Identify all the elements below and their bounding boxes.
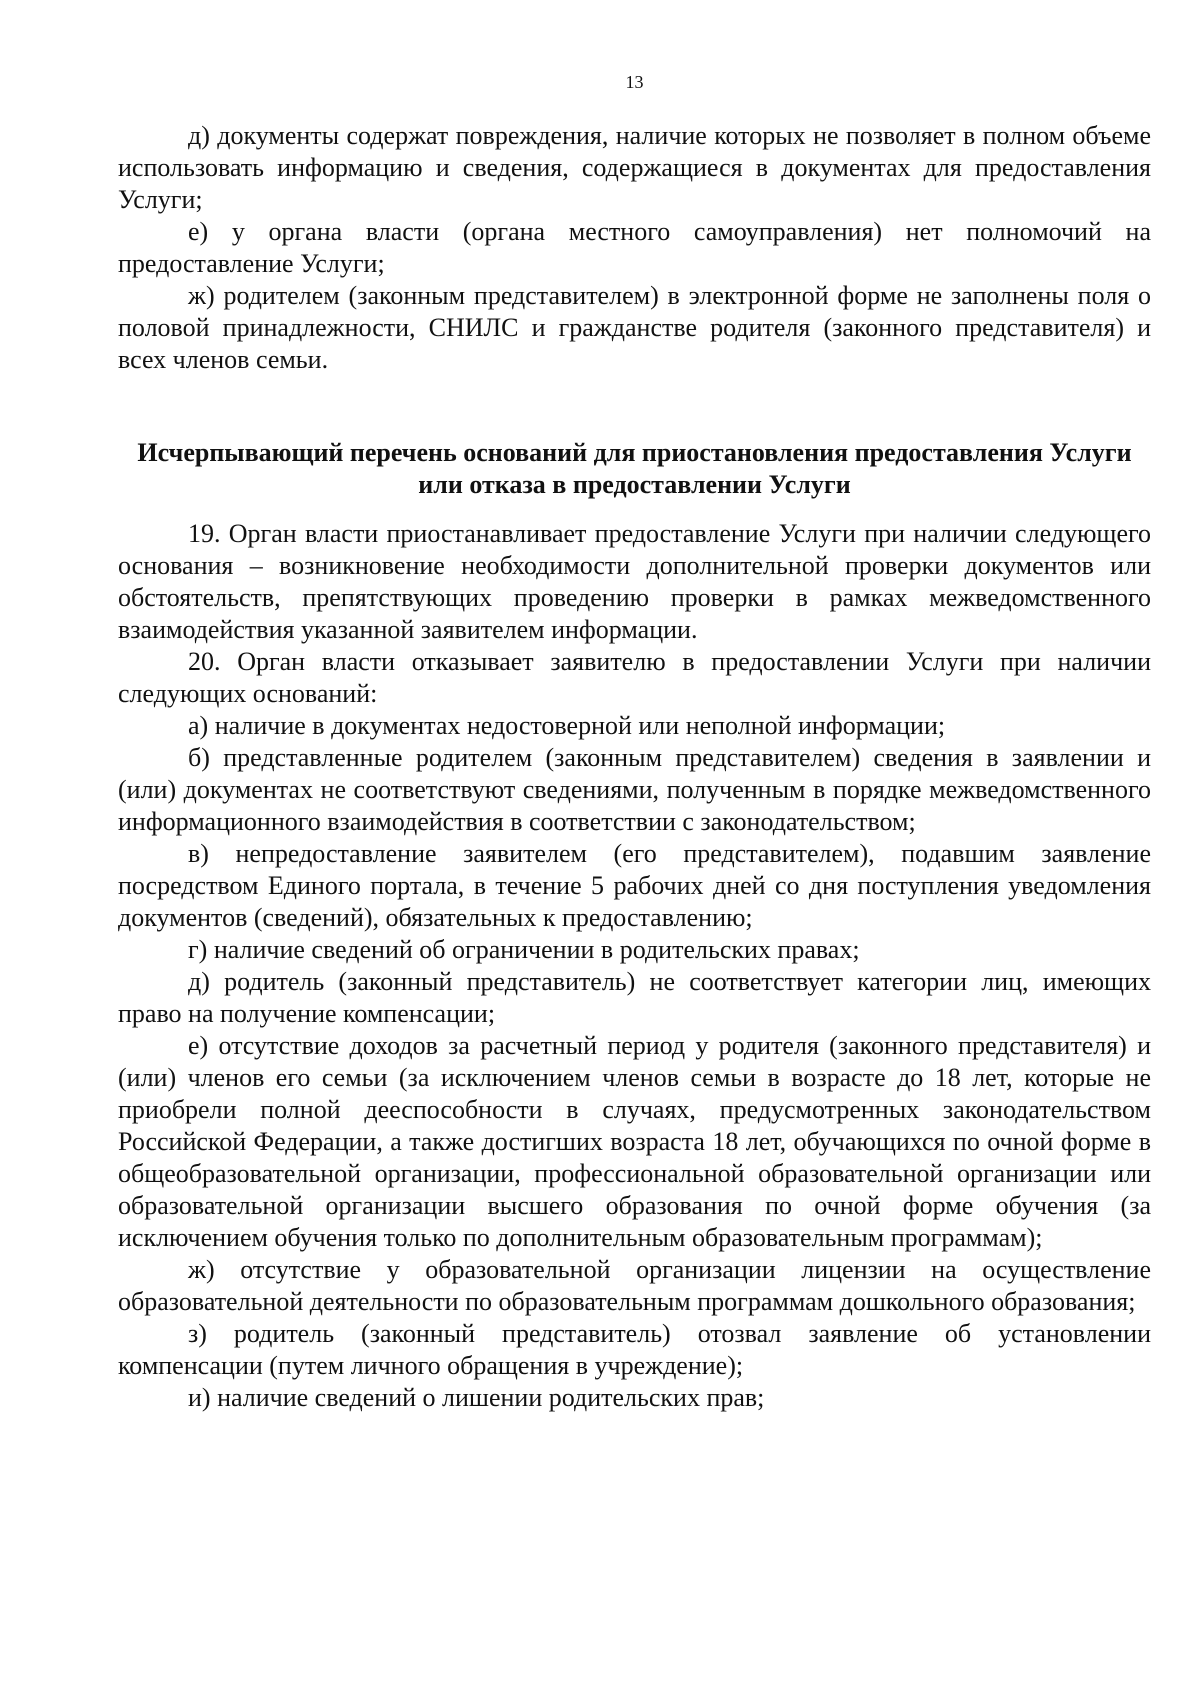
list-item-z: з) родитель (законный представитель) отозвал заявление об установлении компенсации (путем личного обращения в учреждение);: [118, 1319, 1151, 1380]
list-item-g: г) наличие сведений об ограничении в родительских правах;: [188, 935, 860, 964]
paragraph-zh-fields-not-filled: ж) родителем (законным представителем) в электронной форме не заполнены поля о половой принадлежности, СНИЛС и гражданстве родителя (законного представителя) и всех членов семьи.: [118, 281, 1151, 374]
list-item-zh: ж) отсутствие у образовательной организации лицензии на осуществление образовательной деятельности по образовательным программам дошкольного образования;: [118, 1255, 1151, 1316]
list-item-i: и) наличие сведений о лишении родительских прав;: [188, 1383, 765, 1412]
list-item-v: в) непредоставление заявителем (его представителем), подавшим заявление посредством Единого портала, в течение 5 рабочих дней со дня поступления уведомления документов (сведений), обязательных к предоставлению;: [118, 839, 1151, 932]
document-page: [118, 0, 1151, 1697]
list-item-a: а) наличие в документах недостоверной или неполной информации;: [188, 711, 946, 740]
paragraph-e-no-authority: е) у органа власти (органа местного самоуправления) нет полномочий на предоставление Услуги;: [118, 217, 1151, 278]
list-item-e: е) отсутствие доходов за расчетный период у родителя (законного представителя) и (или) членов его семьи (за исключением членов семьи в возрасте до 18 лет, которые не приобрели полной дееспособности в случаях, предусмотренных законодательством Российской Федерации, а также достигших возраста 18 лет, обучающихся по очной форме в общеобразовательной организации, профессиональной образовательной организации или образовательной организации высшего образования по очной форме обучения (за исключением обучения только по дополнительным образовательным программам);: [118, 1031, 1151, 1252]
page-number: 13: [625, 72, 644, 92]
paragraph-20-refusal-grounds: 20. Орган власти отказывает заявителю в предоставлении Услуги при наличии следующих оснований:: [118, 647, 1151, 708]
paragraph-d-damaged-documents: д) документы содержат повреждения, наличие которых не позволяет в полном объеме использовать информацию и сведения, содержащиеся в документах для предоставления Услуги;: [118, 121, 1151, 214]
list-item-d: д) родитель (законный представитель) не соответствует категории лиц, имеющих право на получение компенсации;: [118, 967, 1151, 1028]
list-item-b: б) представленные родителем (законным представителем) сведения в заявлении и (или) документах не соответствуют сведениями, полученным в порядке межведомственного информационного взаимодействия в соответствии с законодательством;: [118, 743, 1151, 836]
paragraph-19-suspension: 19. Орган власти приостанавливает предоставление Услуги при наличии следующего основания – возникновение необходимости дополнительной проверки документов или обстоятельств, препятствующих проведению проверки в рамках межведомственного взаимодействия указанной заявителем информации.: [118, 519, 1151, 644]
section-heading: Исчерпывающий перечень оснований для приостановления предоставления Услуги или отказа в предоставлении Услуги: [137, 438, 1132, 499]
document-body: [118, 120, 1151, 1414]
